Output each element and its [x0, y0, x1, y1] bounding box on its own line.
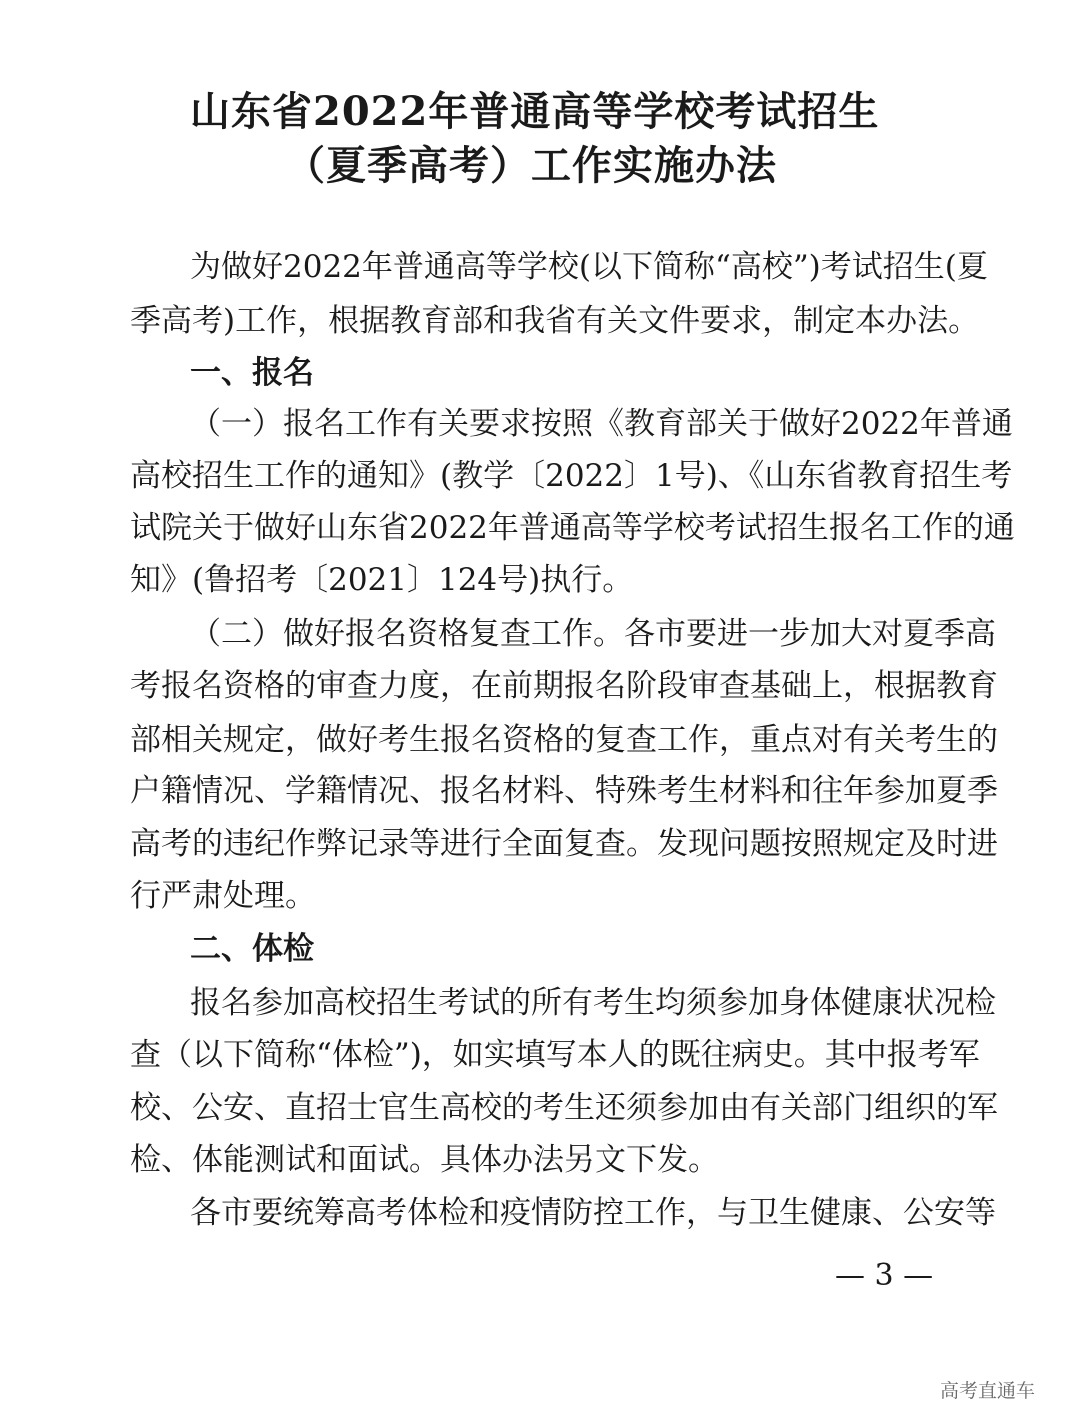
text-line: 知》(鲁招考〔2021〕124号)执行。	[130, 562, 634, 598]
text-line: （二）做好报名资格复查工作。各市要进一步加大对夏季高	[190, 616, 996, 652]
text-line: 校、公安、直招士官生高校的考生还须参加由有关部门组织的军	[130, 1090, 998, 1126]
text-line: 检、体能测试和面试。具体办法另文下发。	[130, 1142, 719, 1178]
text-line: 试院关于做好山东省2022年普通高等学校考试招生报名工作的通	[130, 510, 1015, 546]
section-heading: 二、体检	[190, 931, 314, 967]
text-line: 户籍情况、学籍情况、报名材料、特殊考生材料和往年参加夏季	[130, 773, 998, 809]
text-line: 报名参加高校招生考试的所有考生均须参加身体健康状况检	[190, 985, 996, 1021]
text-line: 查（以下简称“体检”)，如实填写本人的既往病史。其中报考军	[130, 1037, 980, 1073]
text-line: 各市要统筹高考体检和疫情防控工作，与卫生健康、公安等	[190, 1195, 996, 1231]
text-line: 高校招生工作的通知》(教学〔2022〕1号)、《山东省教育招生考	[130, 458, 1013, 494]
page-number: — 3 —	[835, 1258, 934, 1293]
text-line: 季高考)工作，根据教育部和我省有关文件要求，制定本办法。	[130, 303, 980, 339]
text-line: 考报名资格的审查力度，在前期报名阶段审查基础上，根据教育	[130, 668, 998, 704]
document-title-line-2: （夏季高考）工作实施办法	[285, 142, 777, 189]
text-line: 高考的违纪作弊记录等进行全面复查。发现问题按照规定及时进	[130, 826, 998, 862]
text-line: （一）报名工作有关要求按照《教育部关于做好2022年普通	[190, 406, 1013, 442]
watermark: 高考直通车	[940, 1380, 1036, 1402]
document-title-line-1: 山东省2022年普通高等学校考试招生	[190, 88, 880, 135]
text-line: 部相关规定，做好考生报名资格的复查工作，重点对有关考生的	[130, 722, 998, 758]
text-line: 行严肃处理。	[130, 878, 316, 914]
text-line: 为做好2022年普通高等学校(以下简称“高校”)考试招生(夏	[190, 249, 988, 285]
section-heading: 一、报名	[190, 355, 314, 391]
